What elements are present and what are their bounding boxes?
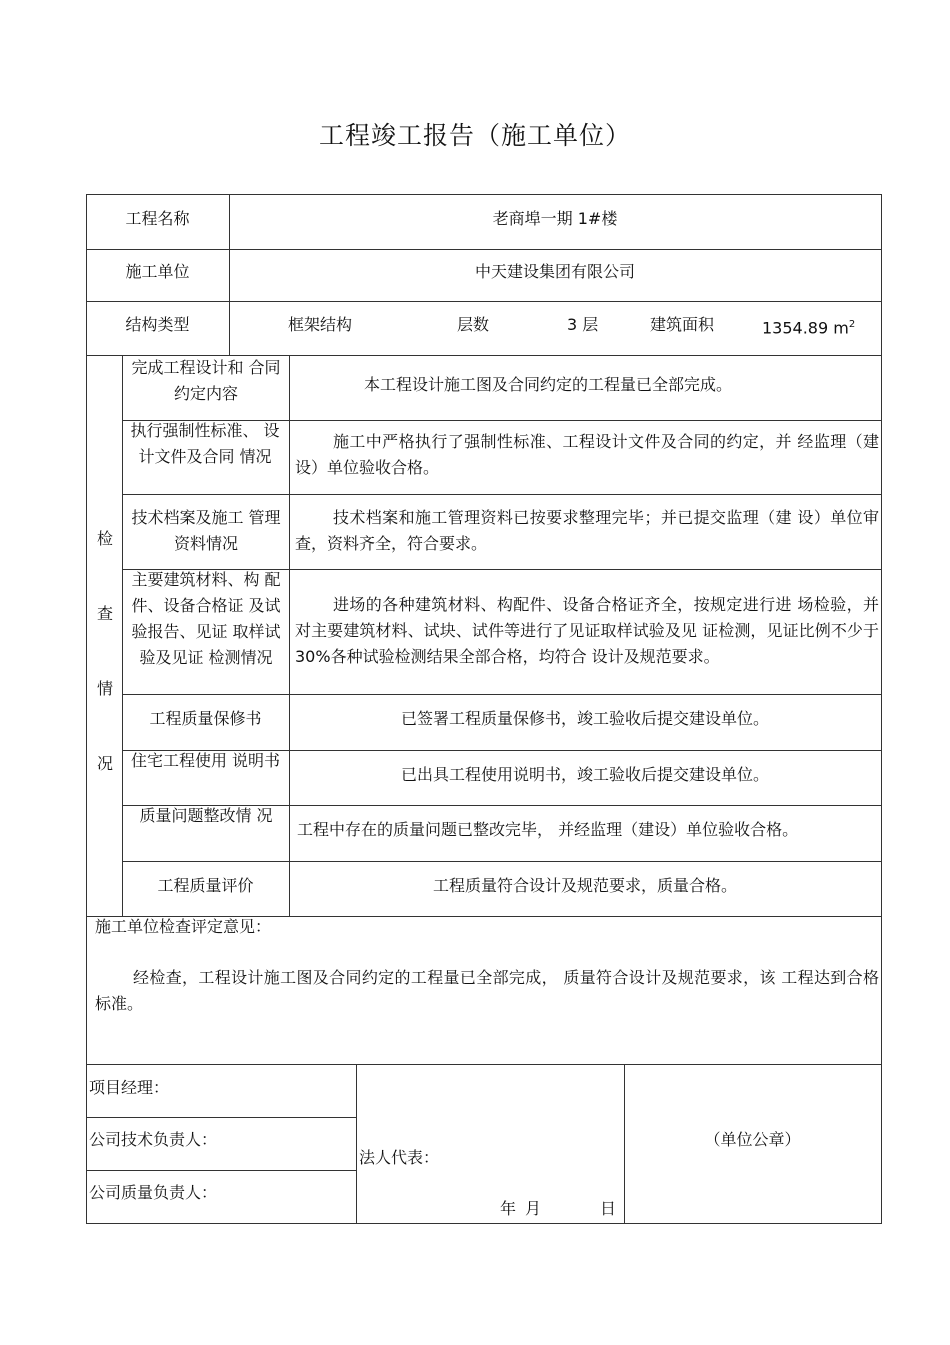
table-rule	[86, 249, 882, 250]
opinion-label: 施工单位检查评定意见：	[95, 917, 272, 936]
inspection-item-label: 完成工程设计和 合同约定内容	[131, 358, 281, 403]
inspection-side-label-4: 况	[96, 754, 113, 773]
project-manager-label: 项目经理：	[89, 1078, 170, 1097]
inspection-item-label: 质量问题整改情 况	[139, 806, 273, 825]
inspection-item-content: 工程质量符合设计及规范要求，质量合格。	[432, 876, 737, 895]
floors-value: 3 层	[567, 315, 599, 334]
inspection-item-content: 工程中存在的质量问题已整改完毕， 并经监理（建设）单位验收合格。	[297, 820, 799, 839]
area-label: 建筑面积	[650, 315, 715, 334]
inspection-item-label: 执行强制性标准、 设计文件及合同 情况	[130, 421, 280, 466]
inspection-item-content: 技术档案和施工管理资料已按要求整理完毕；并已提交监理（建 设）单位审查，资料齐全，符合要求。	[295, 508, 879, 553]
structure-type-value: 框架结构	[288, 315, 353, 334]
project-name-label: 工程名称	[125, 209, 190, 228]
inspection-item-label: 技术档案及施工 管理资料情况	[131, 508, 281, 553]
table-rule	[86, 194, 882, 195]
area-value	[762, 312, 855, 341]
table-rule	[86, 1064, 882, 1065]
quality-lead-label: 公司质量负责人：	[89, 1183, 218, 1202]
contractor-value: 中天建设集团有限公司	[474, 262, 635, 281]
area-unit-superscript: 2	[848, 319, 856, 330]
inspection-item-content: 施工中严格执行了强制性标准、工程设计文件及合同的约定，并 经监理（建设）单位验收合格。	[295, 432, 879, 477]
table-rule	[86, 1117, 356, 1118]
inspection-item-label: 住宅工程使用 说明书	[130, 751, 281, 770]
table-rule	[122, 694, 882, 695]
inspection-item-content: 进场的各种建筑材料、构配件、设备合格证齐全，按规定进行进 场检验，并对主要建筑材料、试块、试件等进行了见证取样试验及见 证检测，见证比例不少于 30%各种试验检测结果全部合格，均符合 设计及规范要求。	[295, 595, 879, 666]
table-rule	[289, 355, 290, 916]
table-rule	[86, 1223, 882, 1224]
inspection-side-label-2: 查	[96, 604, 113, 623]
inspection-item-label: 工程质量保修书	[149, 709, 262, 728]
page-title: 工程竣工报告（施工单位）	[318, 121, 631, 150]
table-rule	[122, 494, 882, 495]
table-rule	[122, 861, 882, 862]
inspection-side-label-3: 情	[96, 679, 113, 698]
table-rule	[86, 194, 87, 1224]
project-name-value: 老商埠一期 1#楼	[492, 209, 618, 228]
inspection-side-label-1: 检	[96, 529, 113, 548]
date-year-label: 年	[500, 1199, 517, 1218]
tech-lead-label: 公司技术负责人：	[89, 1130, 218, 1149]
inspection-item-label: 主要建筑材料、构 配件、设备合格证 及试验报告、见证 取样试验及见证 检测情况	[131, 570, 281, 667]
area-number: 1354.89 m	[762, 318, 849, 338]
table-rule	[86, 1170, 356, 1171]
table-rule	[881, 194, 882, 1224]
floors-label: 层数	[457, 315, 490, 334]
table-rule	[86, 301, 882, 302]
company-seal-label: （单位公章）	[704, 1130, 801, 1149]
opinion-text: 经检查，工程设计施工图及合同约定的工程量已全部完成， 质量符合设计及规范要求，该 工程达到合格标准。	[95, 968, 879, 1013]
inspection-item-content: 已出具工程使用说明书，竣工验收后提交建设单位。	[400, 765, 769, 784]
table-rule	[356, 1064, 357, 1224]
legal-representative-label: 法人代表：	[359, 1148, 440, 1167]
structure-type-label: 结构类型	[125, 315, 190, 334]
inspection-item-content: 本工程设计施工图及合同约定的工程量已全部完成。	[364, 375, 733, 394]
date-day-label: 日	[600, 1199, 617, 1218]
date-month-label: 月	[525, 1199, 542, 1218]
table-rule	[122, 355, 123, 916]
inspection-item-label: 工程质量评价	[157, 876, 254, 895]
inspection-item-content: 已签署工程质量保修书，竣工验收后提交建设单位。	[400, 709, 769, 728]
contractor-label: 施工单位	[125, 262, 190, 281]
